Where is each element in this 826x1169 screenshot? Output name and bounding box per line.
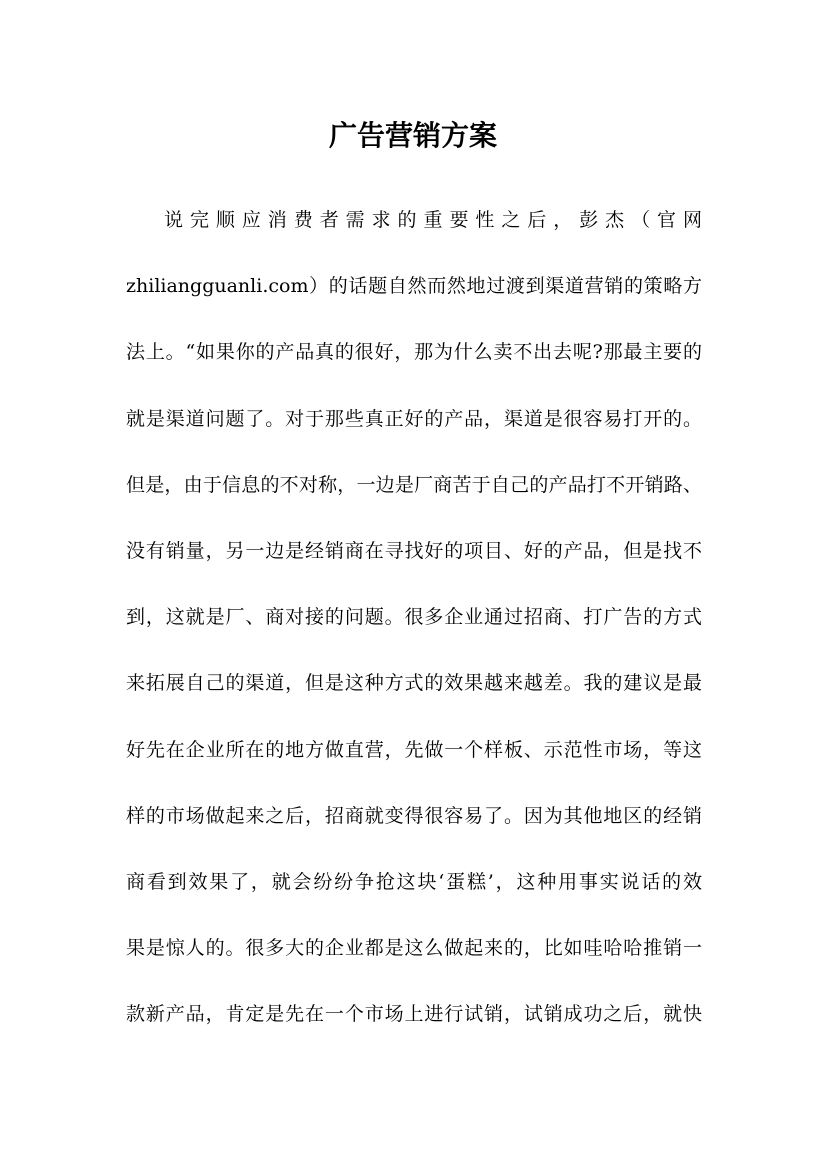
paragraph-line: zhiliangguanli.com）的话题自然而然地过渡到渠道营销的策略方: [126, 275, 702, 298]
paragraph-line: 但是，由于信息的不对称，一边是厂商苦于自己的产品打不开销路、: [126, 473, 702, 496]
document-title: 广告营销方案: [328, 119, 497, 152]
paragraph-line: 样的市场做起来之后，招商就变得很容易了。因为其他地区的经销: [126, 804, 702, 827]
paragraph-line: 商看到效果了，就会纷纷争抢这块‘蛋糕’，这种用事实说话的效: [126, 870, 702, 893]
document-body: [126, 203, 702, 1063]
paragraph-line: 就是渠道问题了。对于那些真正好的产品，渠道是很容易打开的。: [126, 407, 702, 430]
paragraph-line: 来拓展自己的渠道，但是这种方式的效果越来越差。我的建议是最: [126, 672, 702, 695]
paragraph-line: 说完顺应消费者需求的重要性之后，彭杰（官网: [164, 209, 702, 231]
paragraph-line: 到，这就是厂、商对接的问题。很多企业通过招商、打广告的方式: [126, 606, 702, 629]
paragraph-line: 法上。“如果你的产品真的很好，那为什么卖不出去呢?那最主要的: [126, 341, 702, 364]
paragraph-line: 没有销量，另一边是经销商在寻找好的项目、好的产品，但是找不: [126, 539, 702, 562]
paragraph-line: 果是惊人的。很多大的企业都是这么做起来的，比如哇哈哈推销一: [126, 937, 702, 960]
paragraph-line: 款新产品，肯定是先在一个市场上进行试销，试销成功之后，就快: [126, 1003, 702, 1026]
paragraph-line: 好先在企业所在的地方做直营，先做一个样板、示范性市场，等这: [126, 738, 702, 761]
